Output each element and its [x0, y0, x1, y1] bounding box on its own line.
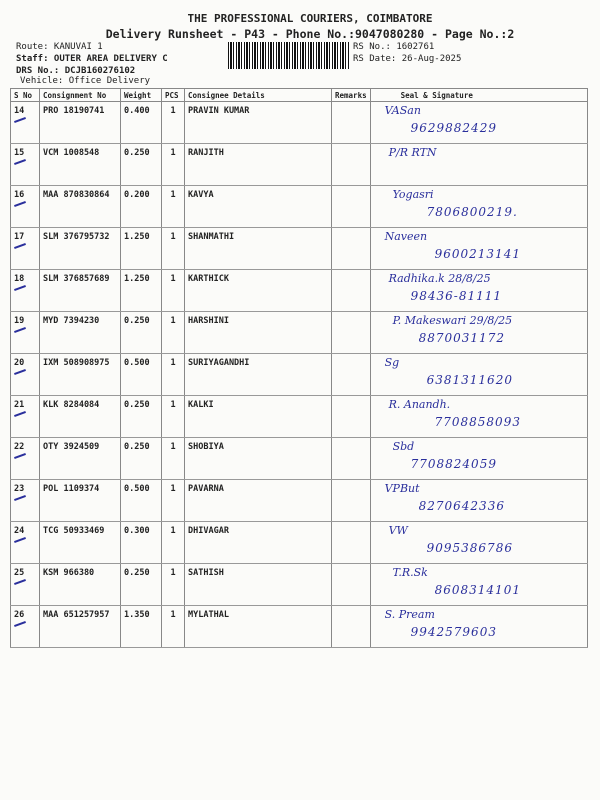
table-row	[11, 312, 588, 354]
handwritten-signature: Sbd	[392, 440, 415, 453]
col-sno: S No	[11, 89, 40, 102]
consignee-name: SURIYAGANDHI	[185, 354, 332, 396]
check-mark-icon	[14, 285, 26, 291]
table-row	[11, 354, 588, 396]
barcode	[228, 42, 350, 69]
drs-number: DRS No.: DCJB160276102	[16, 66, 136, 76]
handwritten-phone: 7708824059	[410, 457, 497, 471]
runsheet-subtitle: Delivery Runsheet - P43 - Phone No.:9047080280 - Page No.:2	[105, 27, 515, 41]
rs-number: RS No.: 1602761	[353, 42, 435, 52]
pieces: 1	[162, 606, 185, 648]
remarks	[332, 564, 371, 606]
col-consignment: Consignment No	[40, 89, 121, 102]
serial-number: 26	[14, 610, 25, 620]
consignment-number: MAA 870830864	[40, 186, 121, 228]
handwritten-signature: P. Makeswari 29/8/25	[392, 314, 513, 327]
staff: Staff: OUTER AREA DELIVERY C	[16, 54, 168, 64]
pieces: 1	[162, 354, 185, 396]
check-mark-icon	[14, 537, 26, 543]
handwritten-signature: S. Pream	[384, 608, 435, 621]
check-mark-icon	[14, 201, 26, 207]
consignee-name: KALKI	[185, 396, 332, 438]
signature-cell	[370, 186, 587, 228]
consignee-name: HARSHINI	[185, 312, 332, 354]
table-row	[11, 228, 588, 270]
consignee-name: SATHISH	[185, 564, 332, 606]
table-row	[11, 438, 588, 480]
consignment-number: OTY 3924509	[40, 438, 121, 480]
consignment-number: IXM 508908975	[40, 354, 121, 396]
table-row	[11, 522, 588, 564]
check-mark-icon	[14, 243, 26, 249]
signature-cell	[370, 396, 587, 438]
signature-cell	[370, 102, 587, 144]
table-row	[11, 270, 588, 312]
handwritten-signature: VPBut	[384, 482, 420, 495]
col-signature: Seal & Signature	[370, 89, 587, 102]
serial-number: 18	[14, 274, 25, 284]
consignee-name: KAVYA	[185, 186, 332, 228]
handwritten-phone: 8608314101	[434, 583, 521, 597]
consignee-name: MYLATHAL	[185, 606, 332, 648]
pieces: 1	[162, 102, 185, 144]
consignment-number: SLM 376857689	[40, 270, 121, 312]
serial-number: 23	[14, 484, 25, 494]
signature-cell	[370, 312, 587, 354]
handwritten-signature: P/R RTN	[388, 146, 437, 159]
handwritten-phone: 7708858093	[434, 415, 521, 429]
handwritten-phone: 9095386786	[426, 541, 513, 555]
consignment-number: TCG 50933469	[40, 522, 121, 564]
remarks	[332, 396, 371, 438]
weight: 1.350	[121, 606, 162, 648]
weight: 1.250	[121, 228, 162, 270]
pieces: 1	[162, 270, 185, 312]
pieces: 1	[162, 522, 185, 564]
serial-number: 16	[14, 190, 25, 200]
consignee-name: PRAVIN KUMAR	[185, 102, 332, 144]
handwritten-signature: R. Anandh.	[388, 398, 451, 411]
consignee-name: DHIVAGAR	[185, 522, 332, 564]
col-consignee: Consignee Details	[185, 89, 332, 102]
consignment-number: SLM 376795732	[40, 228, 121, 270]
remarks	[332, 144, 371, 186]
table-row	[11, 102, 588, 144]
check-mark-icon	[14, 621, 26, 627]
weight: 0.250	[121, 564, 162, 606]
serial-number: 15	[14, 148, 25, 158]
runsheet-table	[10, 88, 588, 648]
signature-cell	[370, 522, 587, 564]
pieces: 1	[162, 564, 185, 606]
handwritten-phone: 98436-81111	[410, 289, 503, 303]
handwritten-phone: 8270642336	[418, 499, 505, 513]
consignment-number: PRO 18190741	[40, 102, 121, 144]
check-mark-icon	[14, 453, 26, 459]
consignment-number: KSM 966380	[40, 564, 121, 606]
table-row	[11, 396, 588, 438]
serial-number: 17	[14, 232, 25, 242]
remarks	[332, 312, 371, 354]
weight: 0.400	[121, 102, 162, 144]
remarks	[332, 438, 371, 480]
consignment-number: MYD 7394230	[40, 312, 121, 354]
remarks	[332, 102, 371, 144]
weight: 0.300	[121, 522, 162, 564]
table-header	[11, 89, 588, 102]
weight: 1.250	[121, 270, 162, 312]
weight: 0.200	[121, 186, 162, 228]
remarks	[332, 522, 371, 564]
pieces: 1	[162, 228, 185, 270]
consignee-name: KARTHICK	[185, 270, 332, 312]
rs-date: RS Date: 26-Aug-2025	[353, 54, 462, 64]
handwritten-signature: Yogasri	[392, 188, 434, 201]
col-pcs: PCS	[162, 89, 185, 102]
check-mark-icon	[14, 117, 26, 123]
pieces: 1	[162, 186, 185, 228]
consignment-number: KLK 8284084	[40, 396, 121, 438]
consignee-name: PAVARNA	[185, 480, 332, 522]
serial-number: 24	[14, 526, 25, 536]
remarks	[332, 270, 371, 312]
handwritten-phone: 9942579603	[410, 625, 497, 639]
route: Route: KANUVAI 1	[16, 42, 103, 52]
handwritten-phone: 8870031172	[418, 331, 505, 345]
serial-number: 14	[14, 106, 25, 116]
signature-cell	[370, 480, 587, 522]
handwritten-signature: VASan	[384, 104, 421, 117]
table-row	[11, 186, 588, 228]
signature-cell	[370, 606, 587, 648]
serial-number: 22	[14, 442, 25, 452]
remarks	[332, 186, 371, 228]
handwritten-phone: 9629882429	[410, 121, 497, 135]
pieces: 1	[162, 312, 185, 354]
handwritten-signature: VW	[388, 524, 408, 537]
weight: 0.500	[121, 480, 162, 522]
col-weight: Weight	[121, 89, 162, 102]
signature-cell	[370, 354, 587, 396]
check-mark-icon	[14, 159, 26, 165]
handwritten-phone: 9600213141	[434, 247, 521, 261]
weight: 0.250	[121, 438, 162, 480]
consignment-number: POL 1109374	[40, 480, 121, 522]
remarks	[332, 606, 371, 648]
weight: 0.500	[121, 354, 162, 396]
remarks	[332, 480, 371, 522]
col-remarks: Remarks	[332, 89, 371, 102]
serial-number: 21	[14, 400, 25, 410]
consignee-name: SHANMATHI	[185, 228, 332, 270]
handwritten-phone: 7806800219.	[426, 205, 518, 219]
vehicle: Vehicle: Office Delivery	[20, 76, 151, 86]
table-row	[11, 564, 588, 606]
signature-cell	[370, 144, 587, 186]
serial-number: 19	[14, 316, 25, 326]
signature-cell	[370, 438, 587, 480]
weight: 0.250	[121, 396, 162, 438]
pieces: 1	[162, 396, 185, 438]
handwritten-signature: Sg	[384, 356, 400, 369]
remarks	[332, 228, 371, 270]
serial-number: 20	[14, 358, 25, 368]
consignee-name: SHOBIYA	[185, 438, 332, 480]
table-row	[11, 480, 588, 522]
handwritten-signature: T.R.Sk	[392, 566, 428, 579]
pieces: 1	[162, 480, 185, 522]
pieces: 1	[162, 144, 185, 186]
pieces: 1	[162, 438, 185, 480]
signature-cell	[370, 270, 587, 312]
company-title: THE PROFESSIONAL COURIERS, COIMBATORE	[187, 12, 433, 25]
signature-cell	[370, 228, 587, 270]
check-mark-icon	[14, 579, 26, 585]
consignment-number: VCM 1008548	[40, 144, 121, 186]
weight: 0.250	[121, 312, 162, 354]
handwritten-phone: 6381311620	[426, 373, 513, 387]
consignment-number: MAA 651257957	[40, 606, 121, 648]
remarks	[332, 354, 371, 396]
table-row	[11, 606, 588, 648]
serial-number: 25	[14, 568, 25, 578]
handwritten-signature: Radhika.k 28/8/25	[388, 272, 491, 285]
check-mark-icon	[14, 369, 26, 375]
check-mark-icon	[14, 327, 26, 333]
check-mark-icon	[14, 411, 26, 417]
consignee-name: RANJITH	[185, 144, 332, 186]
table-row	[11, 144, 588, 186]
weight: 0.250	[121, 144, 162, 186]
signature-cell	[370, 564, 587, 606]
handwritten-signature: Naveen	[384, 230, 428, 243]
check-mark-icon	[14, 495, 26, 501]
